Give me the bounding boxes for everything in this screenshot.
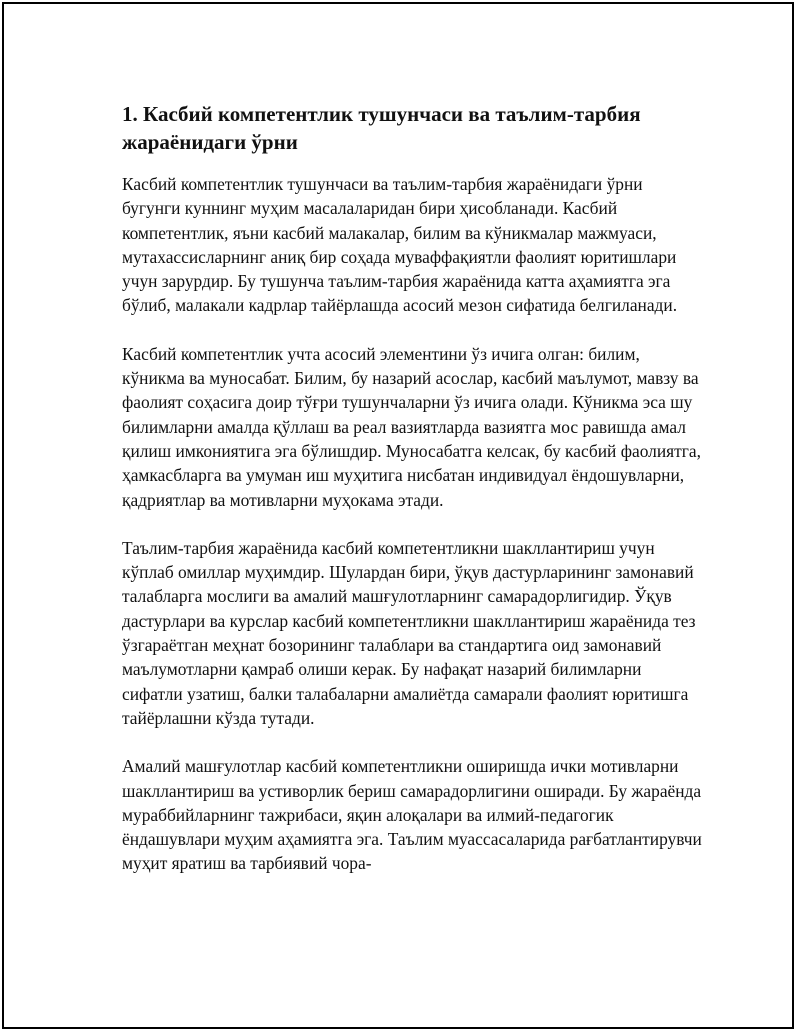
paragraph-2: Касбий компетентлик учта асосий элементини ўз ичига олган: билим, кўникма ва муносабат. Билим, бу назарий асослар, касбий маълумот, мавзу ва фаолият соҳасига доир тўғри тушунчаларни ўз ичига олади. Кўникма эса шу билимларни амалда қўллаш ва реал вазиятларда вазиятга мос равишда амал қилиш имкониятига эга бўлишдир. Муносабатга келсак, бу касбий фаолиятга, ҳамкасбларга ва умуман иш муҳитига нисбатан индивидуал ёндошувларни, қадриятлар ва мотивларни муҳокама этади. <box>122 343 701 510</box>
page-frame <box>2 2 794 1029</box>
paragraph-1: Касбий компетентлик тушунчаси ва таълим-тарбия жараёнидаги ўрни бугунги куннинг муҳим масалаларидан бири ҳисобланади. Касбий компетентлик, яъни касбий малакалар, билим ва кўникмалар мажмуаси, мутахассисларнинг аниқ бир соҳада муваффақиятли фаолият юритишлари учун зарурдир. Бу тушунча таълим-тарбия жараёнида катта аҳамиятга эга бўлиб, малакали кадрлар тайёрлашда асосий мезон сифатида белгиланади. <box>122 174 678 316</box>
document-body <box>122 100 702 900</box>
paragraph-3: Таълим-тарбия жараёнида касбий компетентликни шакллантириш учун кўплаб омиллар муҳимдир. Шулардан бири, ўқув дастурларининг замонавий талабларга мослиги ва амалий машғулотларнинг самарадорлигидир. Ўқув дастурлари ва курслар касбий компетентликни шакллантириш жараёнида тез ўзгараётган меҳнат бозорининг талаблари ва стандартига оид замонавий маълумотларни қамраб олиши керак. Бу нафақат назарий билимларни сифатли узатиш, балки талабаларни амалиётда самарали фаолият юритишга тайёрлашни кўзда тутади. <box>122 537 696 728</box>
section-heading: 1. Касбий компетентлик тушунчаси ва таълим-тарбия жараёнидаги ўрни <box>122 102 641 154</box>
paragraph-4: Амалий машғулотлар касбий компетентликни оширишда ички мотивларни шакллантириш ва устиворлик бериш самарадорлигини оширади. Бу жараёнда мураббийларнинг тажрибаси, яқин алоқалари ва илмий-педагогик ёндашувлари муҳим аҳамиятга эга. Таълим муассасаларида рағбатлантирувчи муҳит яратиш ва тарбиявий чора- <box>122 756 702 874</box>
